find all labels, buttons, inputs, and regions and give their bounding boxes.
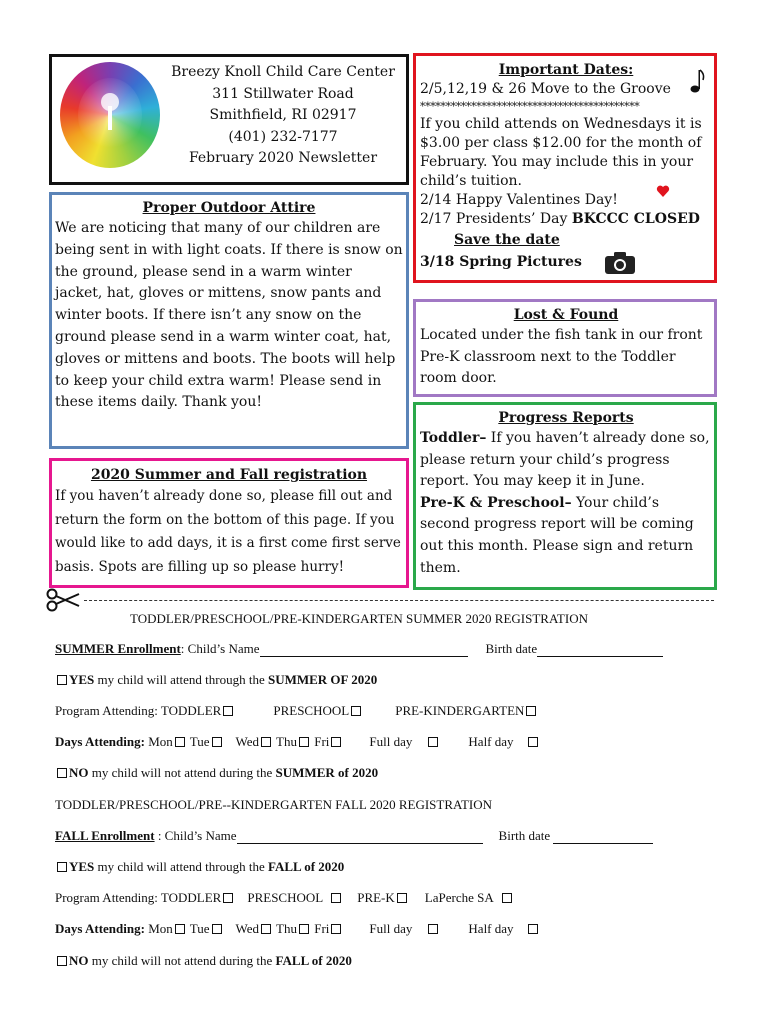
- fall-yes-row: YES my child will attend through the FALL of 2020: [55, 859, 344, 875]
- scissors-icon: [46, 588, 80, 612]
- wednesday-info: If you child attends on Wednesdays it is $3.00 per class $12.00 for the month of February. You may include this in your child’s tuition.: [420, 116, 702, 189]
- heart-icon: [656, 184, 670, 198]
- center-city: Smithfield, RI 02917: [209, 107, 357, 123]
- summer-fall-title: 2020 Summer and Fall registration: [90, 467, 368, 483]
- important-dates-content: [420, 60, 712, 272]
- fall-prek-checkbox[interactable]: [397, 893, 407, 903]
- summer-preschool-checkbox[interactable]: [351, 706, 361, 716]
- summer-program-row: Program Attending: TODDLER PRESCHOOL PRE-KINDERGARTEN: [55, 703, 538, 719]
- fall-no-checkbox[interactable]: [57, 956, 67, 966]
- fall-preschool-checkbox[interactable]: [331, 893, 341, 903]
- important-dates-title: Important Dates:: [498, 62, 634, 78]
- fall-birth-date-field[interactable]: [553, 843, 653, 844]
- presidents-line: 2/17 Presidents’ Day BKCCC CLOSED: [420, 211, 700, 227]
- center-info: [160, 62, 406, 170]
- fall-laperche-checkbox[interactable]: [502, 893, 512, 903]
- move-groove-line: 2/5,12,19 & 26 Move to the Groove: [420, 81, 671, 97]
- summer-wed-checkbox[interactable]: [261, 737, 271, 747]
- summer-yes-row: YES my child will attend through the SUMMER OF 2020: [55, 672, 377, 688]
- fall-enrollment-row: FALL Enrollment : Child’s Name Birth date: [55, 828, 653, 844]
- fall-child-name-field[interactable]: [237, 843, 483, 844]
- fall-wed-checkbox[interactable]: [261, 924, 271, 934]
- summer-enrollment-row: SUMMER Enrollment: Child’s Name Birth date: [55, 641, 663, 657]
- fall-program-row: Program Attending: TODDLER PRESCHOOL PRE-K LaPerche SA: [55, 890, 514, 906]
- summer-form-heading: TODDLER/PRESCHOOL/PRE-KINDERGARTEN SUMMER 2020 REGISTRATION: [130, 611, 588, 626]
- lost-found-title: Lost & Found: [513, 307, 619, 323]
- fall-no-row: NO my child will not attend during the FALL of 2020: [55, 953, 352, 969]
- progress-reports-content: [420, 408, 712, 579]
- fall-yes-checkbox[interactable]: [57, 862, 67, 872]
- summer-birth-date-field[interactable]: [537, 656, 663, 657]
- lost-found-body: Located under the fish tank in our front Pre-K classroom next to the Toddler room door.: [420, 327, 703, 386]
- fall-tue-checkbox[interactable]: [212, 924, 222, 934]
- fall-toddler-checkbox[interactable]: [223, 893, 233, 903]
- summer-yes-checkbox[interactable]: [57, 675, 67, 685]
- camera-icon: [604, 251, 636, 275]
- spring-pictures-line: 3/18 Spring Pictures: [420, 254, 582, 270]
- fall-thu-checkbox[interactable]: [299, 924, 309, 934]
- summer-no-checkbox[interactable]: [57, 768, 67, 778]
- summer-fri-checkbox[interactable]: [331, 737, 341, 747]
- fall-days-row: Days Attending: Mon Tue Wed Thu Fri Full day Half day: [55, 921, 540, 937]
- stars-divider: *******************************************: [420, 100, 640, 113]
- newsletter-title: February 2020 Newsletter: [188, 150, 378, 166]
- center-phone: (401) 232-7177: [228, 128, 338, 145]
- fall-full-day-checkbox[interactable]: [428, 924, 438, 934]
- closed-label: BKCCC CLOSED: [571, 211, 700, 227]
- center-name: Breezy Knoll Child Care Center: [171, 64, 395, 80]
- summer-half-day-checkbox[interactable]: [528, 737, 538, 747]
- fall-fri-checkbox[interactable]: [331, 924, 341, 934]
- summer-thu-checkbox[interactable]: [299, 737, 309, 747]
- tree-icon: [100, 92, 120, 132]
- music-note-icon: [690, 68, 706, 94]
- outdoor-attire-title: Proper Outdoor Attire: [142, 200, 316, 216]
- center-logo: [60, 62, 160, 168]
- fall-mon-checkbox[interactable]: [175, 924, 185, 934]
- lost-found-content: [420, 305, 712, 390]
- summer-child-name-field[interactable]: [260, 656, 468, 657]
- summer-prek-checkbox[interactable]: [526, 706, 536, 716]
- summer-days-row: Days Attending: Mon Tue Wed Thu Fri Full day Half day: [55, 734, 540, 750]
- cut-line: [84, 600, 714, 601]
- outdoor-attire-body: We are noticing that many of our children are being sent in with light coats. If there is snow on the ground, please send in a warm winter jacket, hat, gloves or mittens, snow pants and winter boots. If there isn’t any snow on the ground please send in a warm winter coat, hat, gloves or mittens and boots. The boots will help to keep your child extra warm! Please send in these items daily. Thank you!: [55, 220, 403, 411]
- fall-half-day-checkbox[interactable]: [528, 924, 538, 934]
- summer-fall-content: [55, 465, 403, 579]
- center-address: 311 Stillwater Road: [212, 85, 354, 102]
- summer-toddler-checkbox[interactable]: [223, 706, 233, 716]
- toddler-progress: Toddler– If you haven’t already done so, please return your child’s progress report. You may keep it in June.: [420, 430, 710, 490]
- summer-no-row: NO my child will not attend during the SUMMER of 2020: [55, 765, 378, 781]
- prek-progress: Pre-K & Preschool– Your child’s second progress report will be coming out this month. Please sign and return them.: [420, 494, 694, 576]
- save-date-label: Save the date: [454, 232, 560, 248]
- summer-mon-checkbox[interactable]: [175, 737, 185, 747]
- progress-reports-title: Progress Reports: [498, 410, 634, 426]
- valentines-line: 2/14 Happy Valentines Day!: [420, 192, 618, 208]
- outdoor-attire-content: [55, 198, 403, 414]
- summer-fall-body: If you haven’t already done so, please fill out and return the form on the bottom of this page. If you would like to add days, it is a first come first serve basis. Spots are filling up so please hurry!: [55, 488, 401, 575]
- fall-form-heading: TODDLER/PRESCHOOL/PRE--KINDERGARTEN FALL 2020 REGISTRATION: [55, 797, 493, 812]
- summer-full-day-checkbox[interactable]: [428, 737, 438, 747]
- summer-tue-checkbox[interactable]: [212, 737, 222, 747]
